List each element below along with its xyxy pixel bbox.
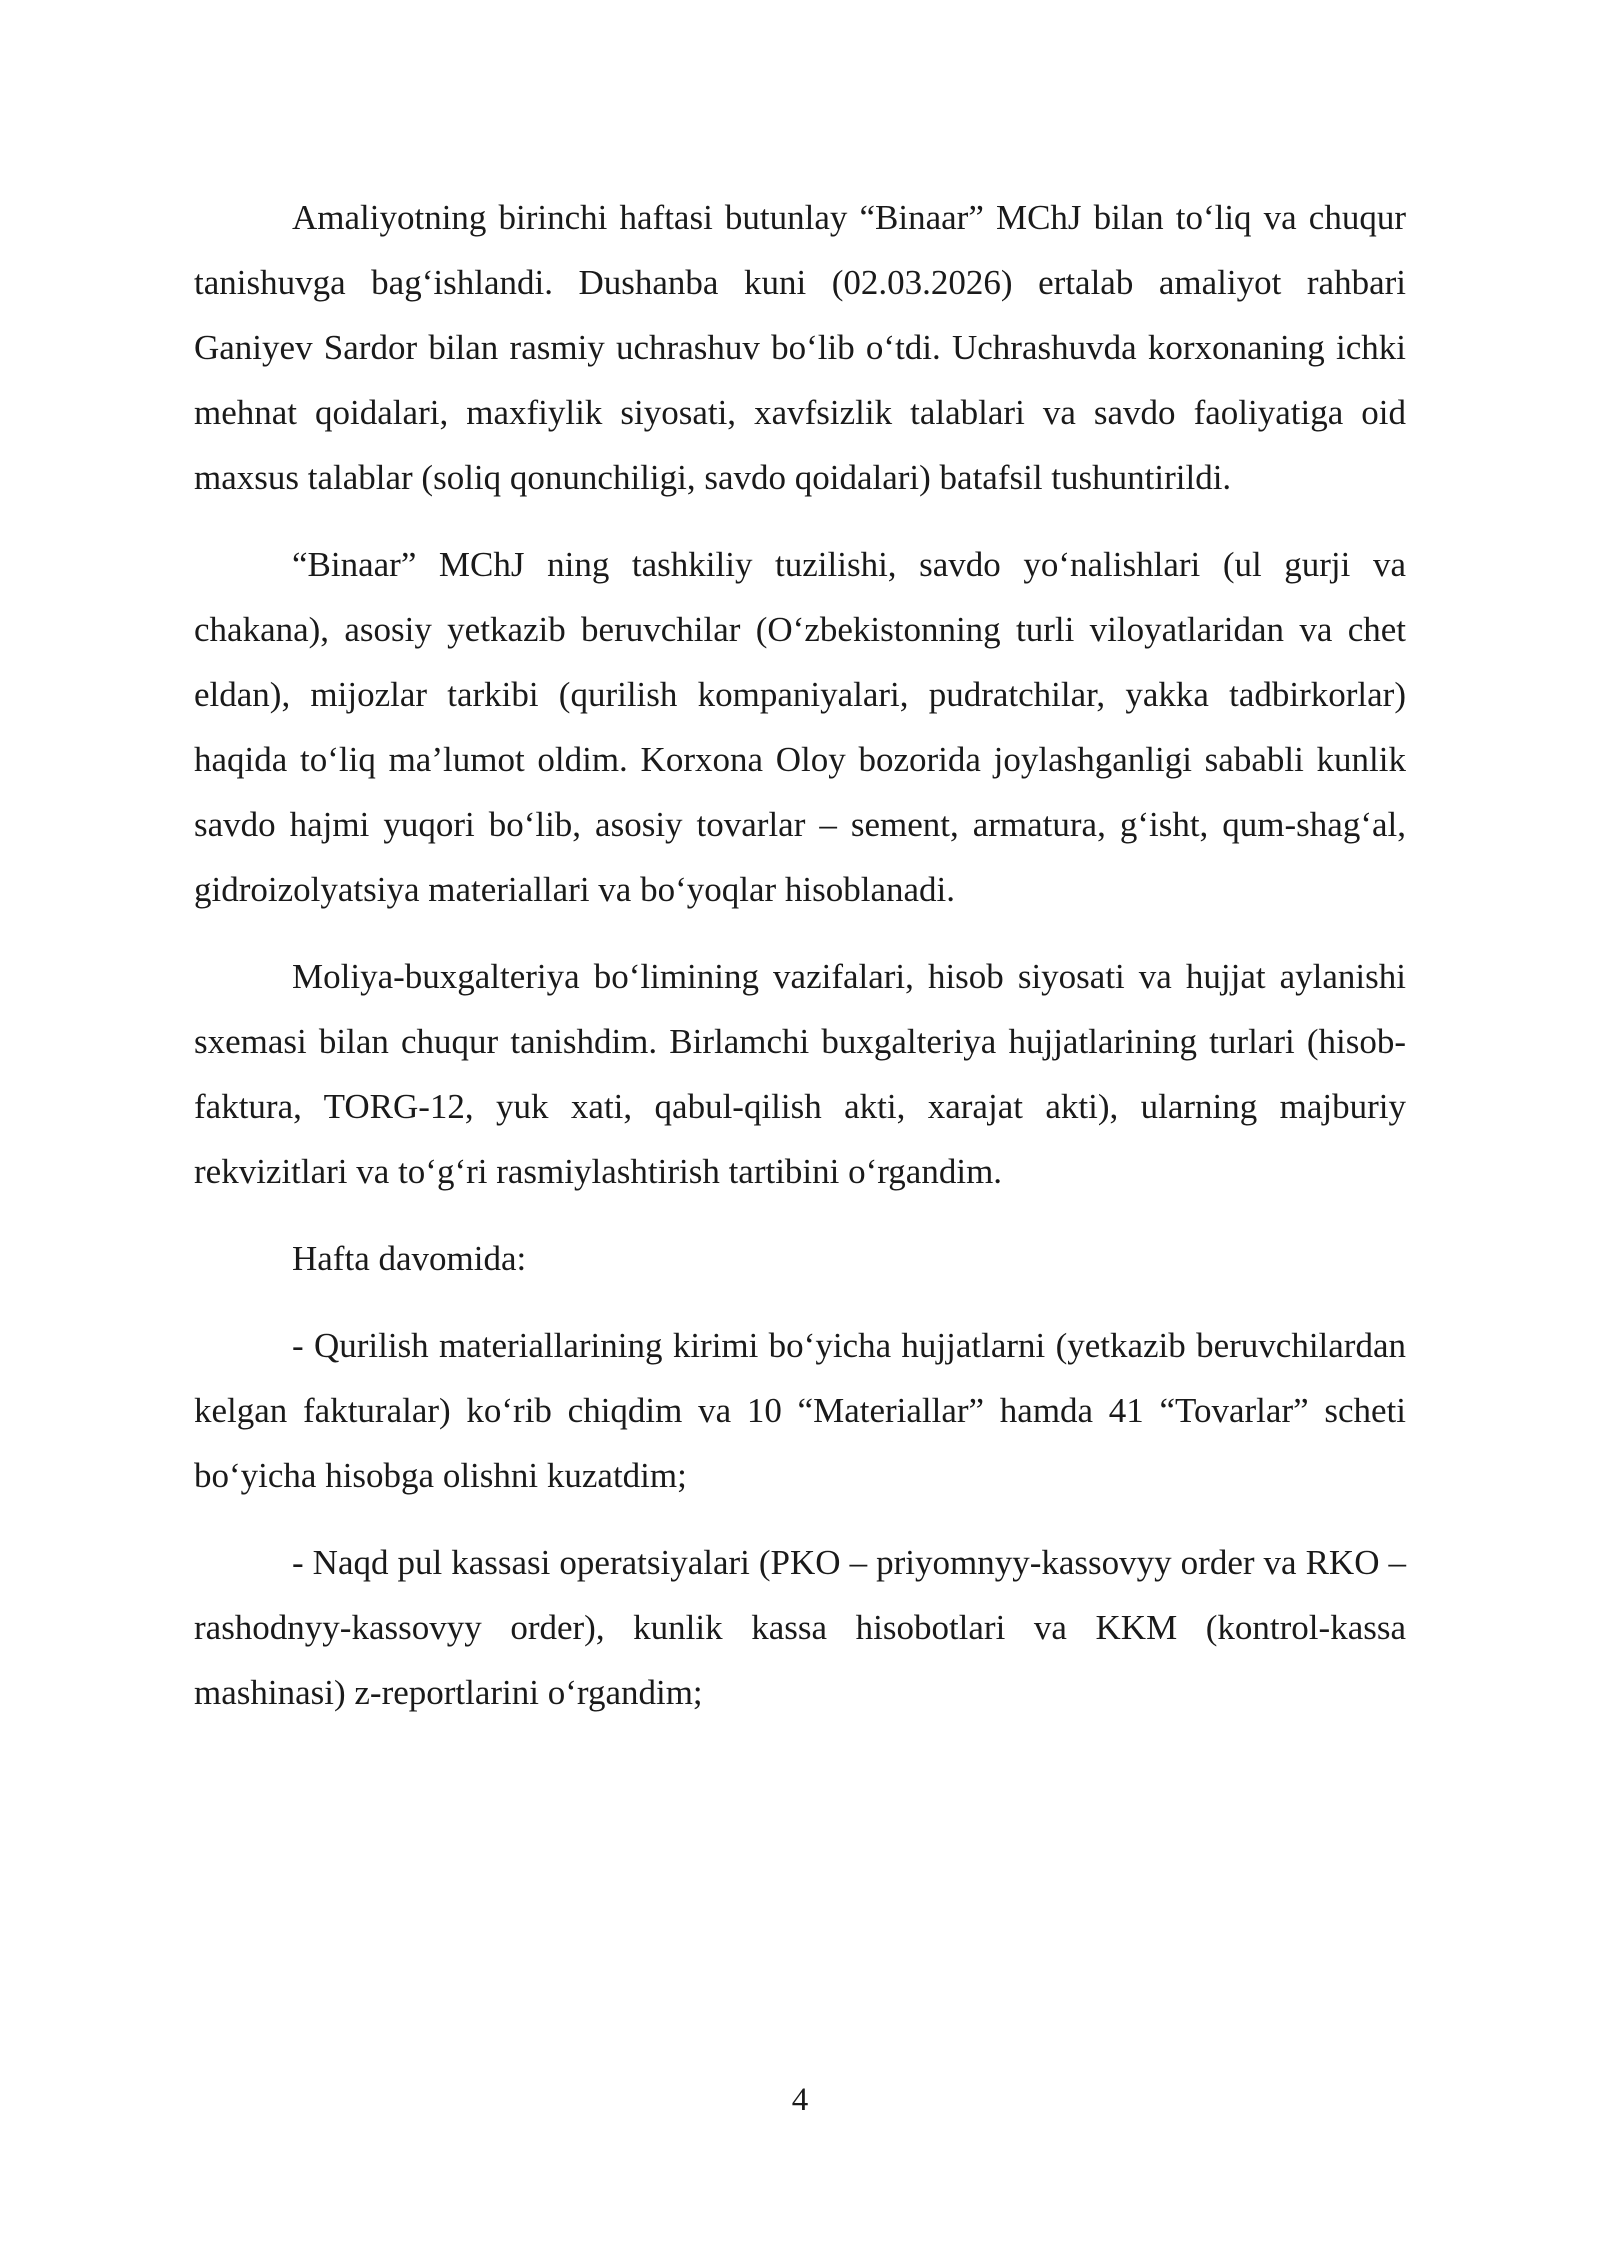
document-body: [194, 185, 1406, 1747]
list-item-cash-operations: - Naqd pul kassasi operatsiyalari (PKO – priyomnyy-kassovyy order va RKO – rashodnyy-kassovyy order), kunlik kassa hisobotlari va KKM (kontrol-kassa mashinasi) z-reportlarini o‘rgandim;: [194, 1543, 1406, 1712]
paragraph-company-structure: “Binaar” MChJ ning tashkiliy tuzilishi, savdo yo‘nalishlari (ul gurji va chakana), asosiy yetkazib beruvchilar (O‘zbekistonning turli viloyatlaridan va chet eldan), mijozlar tarkibi (qurilish kompaniyalari, pudratchilar, yakka tadbirkorlar) haqida to‘liq ma’lumot oldim. Korxona Oloy bozorida joylashganligi sababli kunlik savdo hajmi yuqori bo‘lib, asosiy tovarlar – sement, armatura, g‘isht, qum-shag‘al, gidroizolyatsiya materiallari va bo‘yoqlar hisoblanadi.: [194, 545, 1406, 909]
paragraph-intro: Amaliyotning birinchi haftasi butunlay “Binaar” MChJ bilan to‘liq va chuqur tanishuvga bag‘ishlandi. Dushanba kuni (02.03.2026) ertalab amaliyot rahbari Ganiyev Sardor bilan rasmiy uchrashuv bo‘lib o‘tdi. Uchrashuvda korxonaning ichki mehnat qoidalari, maxfiylik siyosati, xavfsizlik talablari va savdo faoliyatiga oid maxsus talablar (soliq qonunchiligi, savdo qoidalari) batafsil tushuntirildi.: [194, 198, 1406, 497]
paragraph-week-heading: Hafta davomida:: [292, 1239, 527, 1278]
list-item-materials: - Qurilish materiallarining kirimi bo‘yicha hujjatlarni (yetkazib beruvchilardan kelgan fakturalar) ko‘rib chiqdim va 10 “Materiallar” hamda 41 “Tovarlar” scheti bo‘yicha hisobga olishni kuzatdim;: [194, 1326, 1406, 1495]
paragraph-accounting-department: Moliya-buxgalteriya bo‘limining vazifalari, hisob siyosati va hujjat aylanishi sxemasi bilan chuqur tanishdim. Birlamchi buxgalteriya hujjatlarining turlari (hisob-faktura, TORG-12, yuk xati, qabul-qilish akti, xarajat akti), ularning majburiy rekvizitlari va to‘g‘ri rasmiylashtirish tartibini o‘rgandim.: [194, 957, 1406, 1191]
page-number: 4: [791, 2082, 809, 2118]
